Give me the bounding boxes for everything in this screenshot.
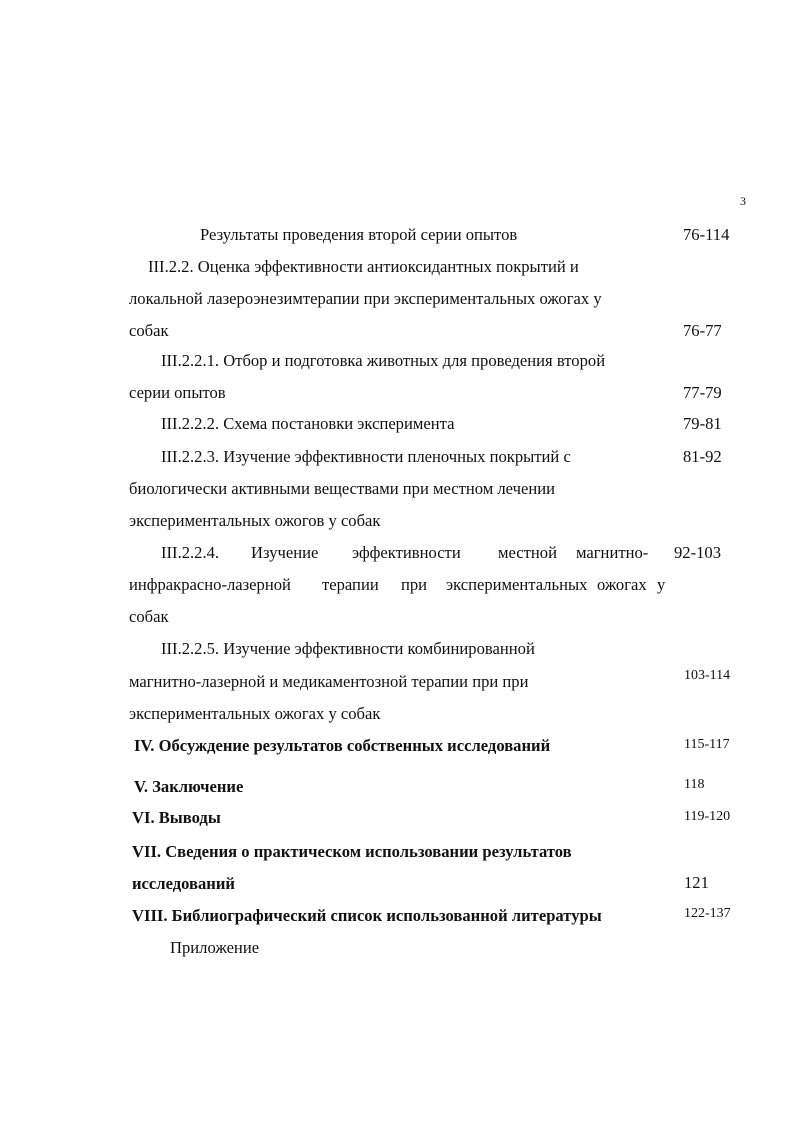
toc-page: 92-103	[674, 543, 722, 562]
toc-page: 118	[684, 777, 705, 792]
toc-line: IV. Обсуждение результатов собственных исследований	[134, 736, 551, 755]
toc-line: VI. Выводы	[132, 808, 221, 827]
toc-page: 77-79	[683, 383, 722, 402]
toc-line: III.2.2.5. Изучение эффективности комбинированной	[161, 639, 535, 658]
toc-page: 81-92	[683, 447, 722, 466]
toc-page: 122-137	[684, 906, 731, 921]
toc-page: 76-114	[683, 225, 730, 244]
toc-line: серии опытов	[129, 383, 226, 402]
toc-word: III.2.2.4.	[161, 543, 220, 562]
toc-word: при	[401, 575, 428, 594]
page-number: 3	[740, 194, 746, 208]
toc-line: III.2.2. Оценка эффективности антиоксидантных покрытий и	[148, 257, 579, 276]
toc-line: локальной лазероэнезимтерапии при экспериментальных ожогах у	[129, 289, 602, 308]
toc-line: собак	[129, 321, 169, 340]
toc-word: у	[657, 575, 666, 594]
toc-line: исследований	[132, 874, 235, 893]
toc-line: собак	[129, 607, 169, 626]
toc-line: VII. Сведения о практическом использовании результатов	[132, 842, 572, 861]
toc-word: терапии	[322, 575, 379, 594]
toc-page: 103-114	[684, 668, 731, 683]
toc-word: эффективности	[352, 543, 461, 562]
toc-line: Результаты проведения второй серии опытов	[200, 225, 518, 244]
toc-page: 121	[684, 873, 709, 892]
toc-line: V. Заключение	[134, 777, 244, 796]
toc-line: III.2.2.2. Схема постановки эксперимента	[161, 414, 455, 433]
toc-word: инфракрасно-лазерной	[129, 575, 291, 594]
toc-line: биологически активными веществами при местном лечении	[129, 479, 555, 498]
toc-word: экспериментальных	[446, 575, 588, 594]
toc-line: III.2.2.3. Изучение эффективности пленочных покрытий с	[161, 447, 571, 466]
toc-line: VIII. Библиографический список использованной литературы	[132, 906, 602, 925]
toc-line: экспериментальных ожогах у собак	[129, 704, 381, 723]
toc-page: 76-77	[683, 321, 722, 340]
toc-word: магнитно-	[576, 543, 649, 562]
toc-line: экспериментальных ожогов у собак	[129, 511, 381, 530]
toc-word: Изучение	[251, 543, 319, 562]
toc-line: магнитно-лазерной и медикаментозной терапии при при	[129, 672, 529, 691]
toc-line: III.2.2.1. Отбор и подготовка животных для проведения второй	[161, 351, 606, 370]
toc-word: ожогах	[597, 575, 647, 594]
toc-line: Приложение	[170, 938, 260, 957]
toc-page: 119-120	[684, 809, 731, 824]
toc-page: 115-117	[684, 737, 730, 752]
toc-word: местной	[498, 543, 557, 562]
toc-page: 79-81	[683, 414, 722, 433]
